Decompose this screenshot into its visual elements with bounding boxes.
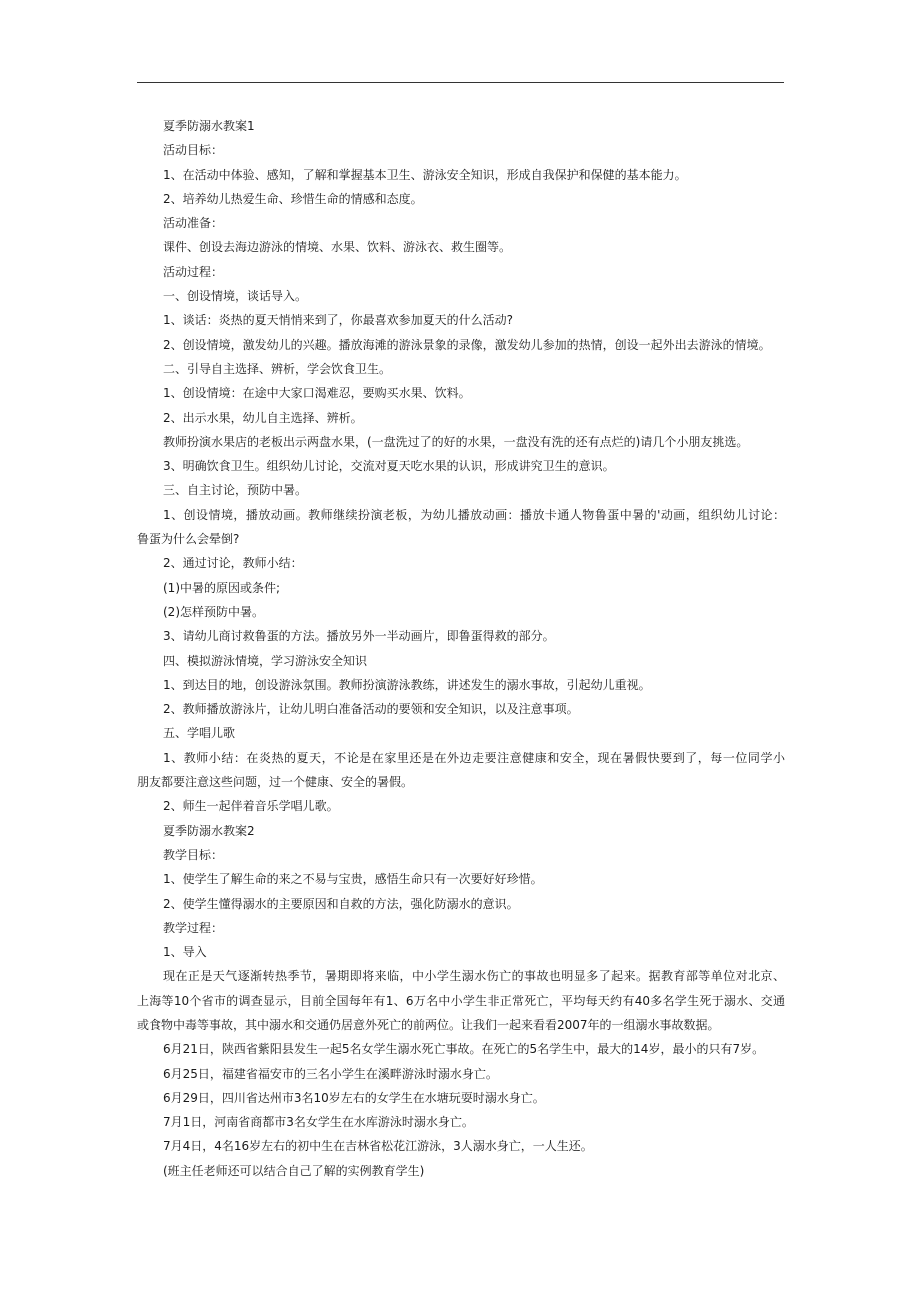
text-line: 2、培养幼儿热爱生命、珍惜生命的情感和态度。 — [163, 191, 423, 206]
text-line: 2、通过讨论，教师小结： — [163, 556, 303, 571]
text-line: 现在正是天气逐渐转热季节，暑期即将来临，中小学生溺水伤亡的事故也明显多了起来。据教育部等单位对北京、 — [163, 969, 785, 984]
header-rule — [137, 82, 784, 83]
text-line: 2、出示水果，幼儿自主选择、辨析。 — [163, 410, 363, 425]
text-line: 2、使学生懂得溺水的主要原因和自救的方法，强化防溺水的意识。 — [163, 896, 519, 911]
text-line: 6月21日，陕西省紫阳县发生一起5名女学生溺水死亡事故。在死亡的5名学生中，最大的14岁，最小的只有7岁。 — [163, 1042, 765, 1057]
text-line: 上海等10个省市的调查显示，目前全国每年有1、6万名中小学生非正常死亡，平均每天约有40多名学生死于溺水、交通 — [137, 993, 785, 1008]
text-line: 2、创设情境，激发幼儿的兴趣。播放海滩的游泳景象的录像，激发幼儿参加的热情，创设一起外出去游泳的情境。 — [163, 337, 771, 352]
text-line: 1、谈话：炎热的夏天悄悄来到了，你最喜欢参加夏天的什么活动? — [163, 313, 514, 328]
text-line: 6月25日，福建省福安市的三名小学生在溪畔游泳时溺水身亡。 — [163, 1066, 498, 1081]
text-line: 2、师生一起伴着音乐学唱儿歌。 — [163, 799, 339, 814]
text-line: 四、模拟游泳情境，学习游泳安全知识 — [163, 653, 368, 668]
text-line: 1、导入 — [163, 945, 207, 960]
text-line: 课件、创设去海边游泳的情境、水果、饮料、游泳衣、救生圈等。 — [163, 240, 512, 255]
text-line: 2、教师播放游泳片，让幼儿明白准备活动的要领和安全知识，以及注意事项。 — [163, 702, 579, 717]
text-line: 6月29日，四川省达州市3名10岁左右的女学生在水塘玩耍时溺水身亡。 — [163, 1090, 545, 1105]
text-line: 1、在活动中体验、感知，了解和掌握基本卫生、游泳安全知识，形成自我保护和保健的基本能力。 — [163, 167, 687, 182]
text-line: 1、到达目的地，创设游泳氛围。教师扮演游泳教练，讲述发生的溺水事故，引起幼儿重视。 — [163, 677, 651, 692]
text-line: 教学过程： — [163, 920, 224, 935]
text-line: 3、请幼儿商讨救鲁蛋的方法。播放另外一半动画片，即鲁蛋得救的部分。 — [163, 629, 555, 644]
text-line: 夏季防溺水教案1 — [163, 119, 255, 133]
text-line: 二、引导自主选择、辨析，学会饮食卫生。 — [163, 361, 392, 376]
text-line: 活动目标： — [163, 143, 224, 158]
text-line: 或食物中毒等事故，其中溺水和交通仍居意外死亡的前两位。让我们一起来看看2007年的一组溺水事故数据。 — [137, 1017, 720, 1032]
text-line: 7月4日，4名16岁左右的初中生在吉林省松花江游泳，3人溺水身亡，一人生还。 — [163, 1139, 593, 1154]
text-line: 教学目标： — [163, 847, 224, 862]
text-line: 1、创设情境：在途中大家口渴难忍，要购买水果、饮料。 — [163, 386, 471, 401]
text-line: 活动准备： — [163, 216, 224, 231]
document-body — [137, 114, 785, 1183]
text-line: 1、教师小结：在炎热的夏天，不论是在家里还是在外边走要注意健康和安全，现在暑假快要到了，每一位同学小 — [163, 750, 785, 765]
text-line: 三、自主讨论，预防中暑。 — [163, 483, 308, 498]
text-line: 夏季防溺水教案2 — [163, 823, 255, 838]
text-line: 活动过程： — [163, 264, 224, 279]
text-line: 五、学唱儿歌 — [163, 726, 236, 741]
text-line: 鲁蛋为什么会晕倒? — [137, 532, 240, 547]
text-line: (班主任老师还可以结合自己了解的实例教育学生) — [163, 1163, 425, 1178]
text-line: 朋友都要注意这些问题，过一个健康、安全的暑假。 — [137, 775, 414, 790]
text-line: 7月1日，河南省商都市3名女学生在水库游泳时溺水身亡。 — [163, 1115, 474, 1130]
text-line: 1、创设情境，播放动画。教师继续扮演老板，为幼儿播放动画：播放卡通人物鲁蛋中暑的'动画，组织幼儿讨论： — [163, 507, 785, 522]
text-line: 1、使学生了解生命的来之不易与宝贵，感悟生命只有一次要好好珍惜。 — [163, 872, 543, 887]
text-line: 3、明确饮食卫生。组织幼儿讨论，交流对夏天吃水果的认识，形成讲究卫生的意识。 — [163, 459, 615, 474]
text-line: (1)中暑的原因或条件; — [163, 580, 281, 595]
text-line: (2)怎样预防中暑。 — [163, 604, 264, 619]
text-line: 教师扮演水果店的老板出示两盘水果，(一盘洗过了的好的水果，一盘没有洗的还有点烂的)请几个小朋友挑选。 — [163, 434, 749, 449]
text-line: 一、创设情境，谈话导入。 — [163, 289, 308, 304]
